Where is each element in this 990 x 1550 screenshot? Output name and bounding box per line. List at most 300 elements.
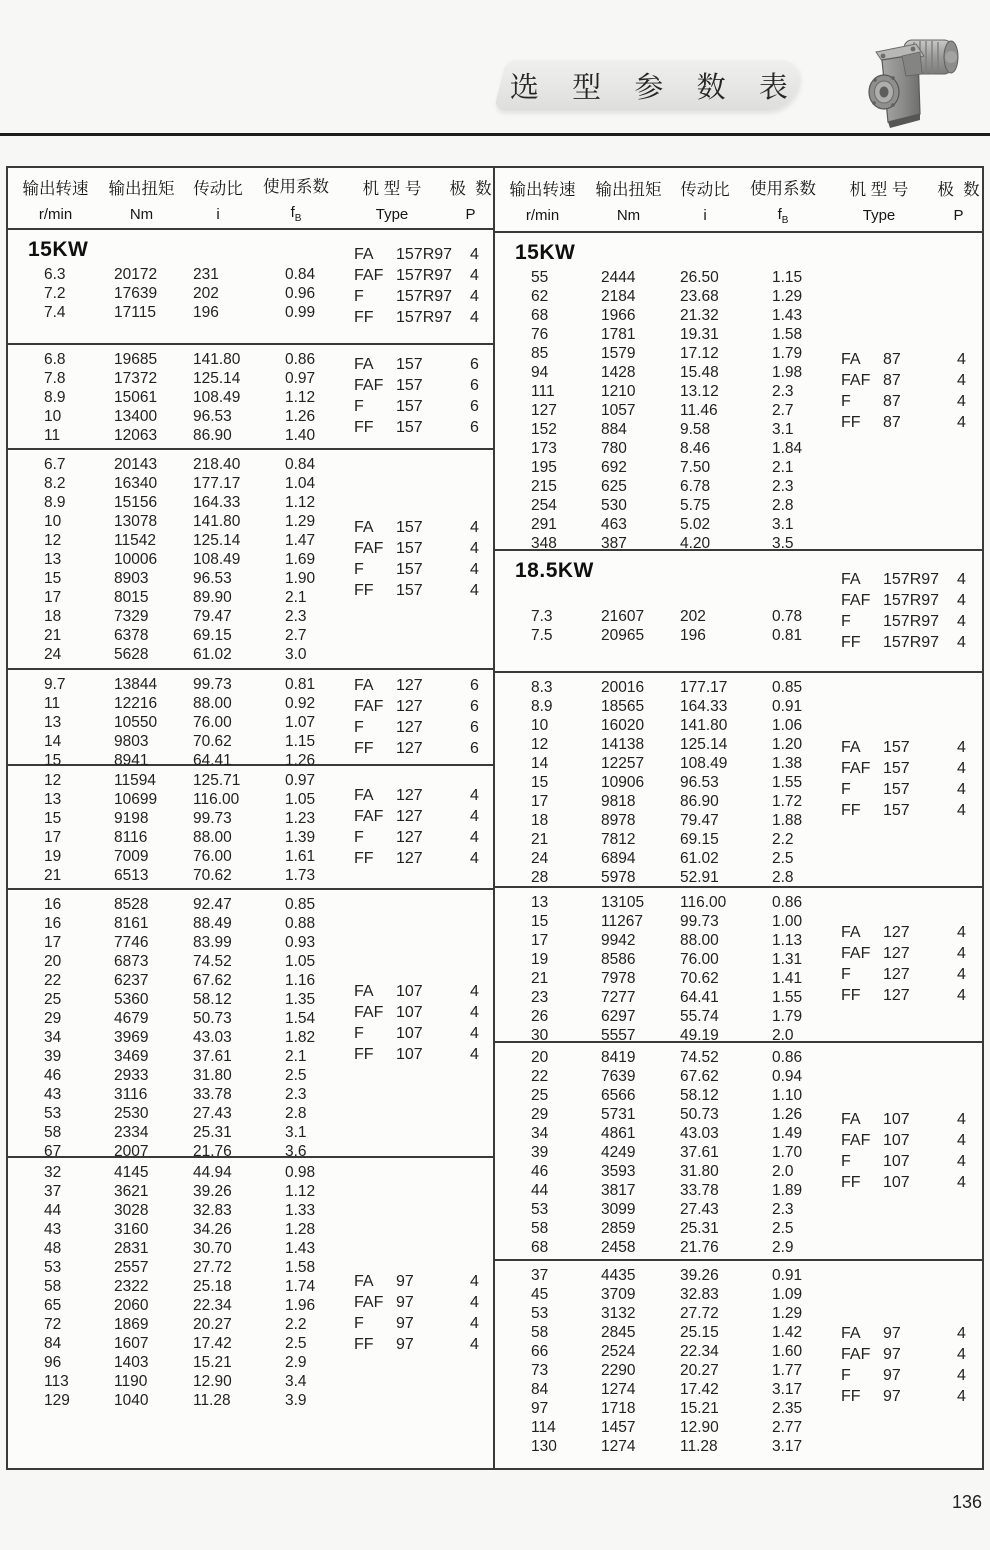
model-size: 157R97 bbox=[396, 309, 453, 327]
service-factor-value: 1.79 bbox=[772, 1007, 803, 1025]
model-size: 157 bbox=[396, 581, 423, 599]
pole-count: 6 bbox=[470, 739, 479, 757]
ratio-value: 96.53 bbox=[193, 569, 232, 587]
model-prefix: F bbox=[841, 966, 851, 984]
gearmotor-photo-icon bbox=[858, 30, 968, 132]
model-prefix: FF bbox=[841, 987, 861, 1005]
service-factor-value: 2.5 bbox=[285, 1335, 307, 1352]
model-size: 127 bbox=[396, 718, 423, 736]
output-torque-value: 7812 bbox=[601, 830, 636, 848]
table-column-right bbox=[495, 168, 982, 1468]
model-type-row bbox=[354, 580, 492, 601]
service-factor-value: 3.4 bbox=[285, 1373, 307, 1390]
ratio-value: 196 bbox=[680, 627, 706, 645]
output-torque-value: 2334 bbox=[114, 1124, 149, 1141]
model-type-list bbox=[354, 1271, 492, 1355]
output-torque-value: 2290 bbox=[601, 1362, 636, 1379]
ratio-value: 76.00 bbox=[680, 950, 719, 968]
model-prefix: FF bbox=[841, 802, 861, 820]
output-torque-value: 15156 bbox=[114, 493, 158, 511]
output-speed-value: 111 bbox=[531, 382, 555, 400]
ratio-value: 33.78 bbox=[193, 1086, 232, 1103]
power-block bbox=[8, 670, 493, 769]
model-size: 97 bbox=[883, 1366, 901, 1384]
table-row bbox=[531, 716, 982, 735]
service-factor-value: 1.28 bbox=[285, 1221, 316, 1238]
output-speed-value: 13 bbox=[44, 791, 62, 808]
output-speed-value: 53 bbox=[531, 1305, 549, 1322]
service-factor-value: 2.2 bbox=[772, 830, 794, 848]
ratio-value: 52.91 bbox=[680, 868, 719, 886]
pole-count: 4 bbox=[957, 1111, 966, 1128]
model-size: 157R97 bbox=[883, 612, 940, 630]
output-speed-value: 39 bbox=[531, 1144, 549, 1161]
output-torque-value: 6566 bbox=[601, 1087, 636, 1104]
column-header bbox=[336, 175, 448, 223]
service-factor-value: 2.5 bbox=[285, 1067, 307, 1084]
service-factor-value: 0.91 bbox=[772, 1267, 803, 1284]
service-factor-value: 1.05 bbox=[285, 791, 316, 808]
service-factor-value: 0.81 bbox=[772, 627, 803, 645]
output-speed-value: 8.2 bbox=[44, 474, 66, 492]
page-number: 136 bbox=[951, 1492, 982, 1512]
column-header-unit: $f_B$ bbox=[777, 205, 789, 226]
ratio-value: 8.46 bbox=[680, 439, 711, 457]
ratio-value: 108.49 bbox=[193, 550, 241, 568]
model-prefix: FA bbox=[841, 350, 861, 368]
column-header-label: 极 数 bbox=[449, 179, 492, 198]
service-factor-value: 1.05 bbox=[285, 953, 316, 970]
model-type-row bbox=[354, 517, 492, 538]
output-speed-value: 39 bbox=[44, 1048, 62, 1065]
model-prefix: F bbox=[354, 718, 364, 736]
pole-count: 4 bbox=[957, 591, 966, 609]
output-torque-value: 3160 bbox=[114, 1221, 149, 1238]
service-factor-value: 3.17 bbox=[772, 1438, 803, 1455]
output-torque-value: 19685 bbox=[114, 350, 158, 368]
column-header-unit: Type bbox=[862, 207, 896, 225]
output-speed-value: 23 bbox=[531, 988, 549, 1006]
service-factor-value: 0.86 bbox=[772, 1049, 803, 1066]
model-prefix: FF bbox=[354, 850, 374, 867]
model-type-row bbox=[354, 981, 492, 1002]
output-torque-value: 4435 bbox=[601, 1267, 636, 1284]
service-factor-value: 1.29 bbox=[285, 512, 316, 530]
ratio-value: 96.53 bbox=[680, 773, 719, 791]
output-torque-value: 4249 bbox=[601, 1144, 636, 1161]
table-row bbox=[531, 697, 982, 716]
ratio-value: 125.71 bbox=[193, 772, 241, 789]
model-size: 127 bbox=[883, 987, 910, 1005]
ratio-value: 20.27 bbox=[680, 1362, 719, 1379]
power-block bbox=[8, 890, 493, 1158]
output-torque-value: 10006 bbox=[114, 550, 158, 568]
table-row bbox=[531, 477, 982, 496]
output-torque-value: 2458 bbox=[601, 1239, 636, 1256]
ratio-value: 88.00 bbox=[193, 829, 232, 846]
output-torque-value: 1781 bbox=[601, 325, 636, 343]
pole-count: 4 bbox=[470, 309, 479, 327]
output-speed-value: 94 bbox=[531, 363, 549, 381]
model-prefix: FAF bbox=[841, 1345, 871, 1363]
service-factor-value: 1.47 bbox=[285, 531, 316, 549]
output-speed-value: 152 bbox=[531, 420, 557, 438]
model-type-list bbox=[354, 244, 492, 328]
model-prefix: FA bbox=[354, 1273, 374, 1290]
model-type-row bbox=[354, 417, 492, 438]
output-speed-value: 18 bbox=[531, 811, 549, 829]
service-factor-value: 2.35 bbox=[772, 1400, 803, 1417]
column-header bbox=[495, 176, 590, 224]
model-type-list bbox=[354, 354, 492, 438]
ratio-value: 25.31 bbox=[193, 1124, 232, 1141]
ratio-value: 22.34 bbox=[193, 1297, 232, 1314]
ratio-value: 58.12 bbox=[193, 991, 232, 1008]
ratio-value: 20.27 bbox=[193, 1316, 232, 1333]
pole-count: 4 bbox=[957, 1132, 966, 1149]
model-type-row bbox=[354, 785, 492, 806]
output-speed-value: 32 bbox=[44, 1164, 62, 1181]
ratio-value: 108.49 bbox=[193, 388, 241, 406]
model-size: 107 bbox=[883, 1132, 910, 1149]
power-block bbox=[8, 345, 493, 450]
model-type-row bbox=[354, 559, 492, 580]
model-prefix: FF bbox=[841, 1387, 861, 1405]
ratio-value: 15.48 bbox=[680, 363, 719, 381]
ratio-value: 74.52 bbox=[680, 1049, 719, 1066]
ratio-value: 99.73 bbox=[193, 810, 232, 827]
ratio-value: 32.83 bbox=[193, 1202, 232, 1219]
table-row bbox=[531, 1200, 982, 1219]
service-factor-value: 0.88 bbox=[285, 915, 316, 932]
ratio-value: 19.31 bbox=[680, 325, 719, 343]
model-type-row bbox=[354, 717, 492, 738]
output-speed-value: 62 bbox=[531, 287, 549, 305]
service-factor-value: 0.85 bbox=[772, 678, 803, 696]
pole-count: 4 bbox=[957, 781, 966, 799]
model-prefix: F bbox=[841, 1153, 851, 1170]
service-factor-value: 1.40 bbox=[285, 426, 316, 444]
model-prefix: F bbox=[841, 612, 851, 630]
ratio-value: 39.26 bbox=[680, 1267, 719, 1284]
output-torque-value: 3593 bbox=[601, 1163, 636, 1180]
output-torque-value: 2845 bbox=[601, 1324, 636, 1341]
model-size: 87 bbox=[883, 392, 901, 410]
output-speed-value: 20 bbox=[531, 1049, 549, 1066]
service-factor-value: 0.92 bbox=[285, 694, 316, 712]
model-type-row bbox=[354, 396, 492, 417]
model-size: 127 bbox=[883, 924, 910, 942]
service-factor-value: 0.86 bbox=[285, 350, 316, 368]
model-type-list bbox=[354, 785, 492, 869]
output-torque-value: 2933 bbox=[114, 1067, 149, 1084]
power-block bbox=[495, 888, 982, 1043]
output-speed-value: 7.3 bbox=[531, 608, 553, 626]
output-speed-value: 21 bbox=[531, 830, 549, 848]
model-prefix: FF bbox=[354, 309, 374, 327]
service-factor-value: 1.12 bbox=[285, 1183, 316, 1200]
output-torque-value: 9198 bbox=[114, 810, 149, 827]
output-speed-value: 20 bbox=[44, 953, 62, 970]
output-torque-value: 16020 bbox=[601, 716, 645, 734]
output-torque-value: 1040 bbox=[114, 1392, 149, 1409]
pole-count: 4 bbox=[470, 539, 479, 557]
model-type-row bbox=[354, 738, 492, 759]
model-size: 97 bbox=[883, 1324, 901, 1342]
output-speed-value: 85 bbox=[531, 344, 549, 362]
power-rating-heading: 15KW bbox=[28, 237, 89, 261]
service-factor-value: 1.20 bbox=[772, 735, 803, 753]
model-prefix: FA bbox=[354, 787, 374, 804]
service-factor-value: 0.94 bbox=[772, 1068, 803, 1085]
table-row bbox=[531, 1437, 982, 1456]
output-speed-value: 17 bbox=[531, 792, 549, 810]
pole-count: 4 bbox=[470, 1315, 479, 1332]
ratio-value: 25.15 bbox=[680, 1324, 719, 1341]
model-type-list bbox=[354, 981, 492, 1065]
output-speed-value: 16 bbox=[44, 915, 62, 932]
model-type-list bbox=[354, 675, 492, 759]
model-size: 97 bbox=[883, 1387, 901, 1405]
output-torque-value: 12063 bbox=[114, 426, 158, 444]
output-speed-value: 97 bbox=[531, 1400, 549, 1417]
model-size: 107 bbox=[396, 983, 423, 1000]
model-prefix: FF bbox=[841, 633, 861, 651]
pole-count: 4 bbox=[470, 1273, 479, 1290]
service-factor-value: 1.61 bbox=[285, 848, 316, 865]
selection-parameter-table bbox=[6, 166, 984, 1470]
ratio-value: 27.43 bbox=[680, 1201, 719, 1218]
output-torque-value: 5628 bbox=[114, 645, 149, 663]
service-factor-value: 1.39 bbox=[285, 829, 316, 846]
output-torque-value: 3028 bbox=[114, 1202, 149, 1219]
model-size: 97 bbox=[396, 1315, 414, 1332]
model-type-row bbox=[354, 354, 492, 375]
column-header-unit: i bbox=[216, 205, 220, 223]
output-torque-value: 8161 bbox=[114, 915, 149, 932]
output-torque-value: 6378 bbox=[114, 626, 149, 644]
ratio-value: 58.12 bbox=[680, 1087, 719, 1104]
ratio-value: 55.74 bbox=[680, 1007, 719, 1025]
column-header bbox=[935, 176, 982, 224]
pole-count: 4 bbox=[470, 1046, 479, 1063]
table-row bbox=[531, 268, 982, 287]
output-speed-value: 129 bbox=[44, 1392, 70, 1409]
service-factor-value: 1.58 bbox=[285, 1259, 316, 1276]
service-factor-value: 1.84 bbox=[772, 439, 803, 457]
service-factor-value: 2.1 bbox=[285, 1048, 307, 1065]
output-torque-value: 3621 bbox=[114, 1183, 149, 1200]
service-factor-value: 1.35 bbox=[285, 991, 316, 1008]
output-torque-value: 1210 bbox=[601, 382, 636, 400]
output-speed-value: 76 bbox=[531, 325, 549, 343]
column-header bbox=[8, 175, 103, 223]
service-factor-value: 1.69 bbox=[285, 550, 316, 568]
ratio-value: 37.61 bbox=[193, 1048, 232, 1065]
column-header bbox=[103, 175, 180, 223]
column-header-label: 使用系数 bbox=[263, 178, 329, 197]
output-speed-value: 30 bbox=[531, 1026, 549, 1044]
model-type-row bbox=[841, 800, 979, 821]
table-row bbox=[531, 678, 982, 697]
model-prefix: FA bbox=[841, 739, 861, 757]
power-block bbox=[8, 766, 493, 890]
model-type-row bbox=[841, 985, 979, 1006]
service-factor-value: 1.98 bbox=[772, 363, 803, 381]
output-torque-value: 18565 bbox=[601, 697, 645, 715]
service-factor-value: 1.00 bbox=[772, 912, 803, 930]
model-type-row bbox=[354, 1313, 492, 1334]
ratio-value: 37.61 bbox=[680, 1144, 719, 1161]
output-torque-value: 1457 bbox=[601, 1419, 636, 1436]
output-speed-value: 18 bbox=[44, 607, 62, 625]
output-torque-value: 7978 bbox=[601, 969, 636, 987]
output-speed-value: 7.5 bbox=[531, 627, 553, 645]
table-row bbox=[531, 849, 982, 868]
model-prefix: FA bbox=[354, 983, 374, 1000]
output-torque-value: 1869 bbox=[114, 1316, 149, 1333]
service-factor-value: 0.81 bbox=[285, 675, 316, 693]
service-factor-value: 1.12 bbox=[285, 493, 316, 511]
model-type-row bbox=[354, 1271, 492, 1292]
model-size: 157R97 bbox=[396, 267, 453, 285]
model-size: 157 bbox=[396, 539, 423, 557]
model-size: 157 bbox=[396, 377, 423, 395]
pole-count: 6 bbox=[470, 718, 479, 736]
output-torque-value: 13078 bbox=[114, 512, 158, 530]
model-prefix: F bbox=[841, 1366, 851, 1384]
pole-count: 6 bbox=[470, 676, 479, 694]
output-speed-value: 65 bbox=[44, 1297, 62, 1314]
ratio-value: 49.19 bbox=[680, 1026, 719, 1044]
ratio-value: 83.99 bbox=[193, 934, 232, 951]
output-torque-value: 20016 bbox=[601, 678, 645, 696]
model-size: 157 bbox=[396, 356, 423, 374]
pole-count: 4 bbox=[957, 1366, 966, 1384]
ratio-value: 79.47 bbox=[680, 811, 719, 829]
power-rating-heading: 15KW bbox=[515, 240, 576, 264]
table-row bbox=[44, 474, 493, 493]
output-torque-value: 7639 bbox=[601, 1068, 636, 1085]
table-row bbox=[531, 1048, 982, 1067]
output-speed-value: 29 bbox=[531, 1106, 549, 1123]
service-factor-value: 0.99 bbox=[285, 303, 316, 321]
model-type-row bbox=[841, 590, 979, 611]
table-row bbox=[531, 515, 982, 534]
table-row bbox=[531, 1304, 982, 1323]
output-speed-value: 68 bbox=[531, 1239, 549, 1256]
service-factor-value: 1.12 bbox=[285, 388, 316, 406]
ratio-value: 9.58 bbox=[680, 420, 711, 438]
output-speed-value: 46 bbox=[44, 1067, 62, 1084]
service-factor-value: 1.09 bbox=[772, 1286, 803, 1303]
model-size: 157 bbox=[883, 739, 910, 757]
column-header-label: 输出转速 bbox=[509, 181, 576, 200]
column-header-unit: Nm bbox=[129, 205, 154, 223]
output-torque-value: 692 bbox=[601, 458, 627, 476]
pole-count: 4 bbox=[957, 1153, 966, 1170]
column-header-label: 使用系数 bbox=[750, 179, 816, 198]
output-torque-value: 10550 bbox=[114, 713, 158, 731]
output-speed-value: 28 bbox=[531, 868, 549, 886]
model-size: 97 bbox=[396, 1294, 414, 1311]
model-prefix: FAF bbox=[354, 1004, 384, 1021]
output-torque-value: 11594 bbox=[114, 772, 156, 789]
output-torque-value: 1190 bbox=[114, 1373, 148, 1390]
power-block bbox=[495, 551, 982, 673]
model-type-row bbox=[354, 696, 492, 717]
ratio-value: 5.75 bbox=[680, 496, 711, 514]
output-torque-value: 13105 bbox=[601, 893, 645, 911]
pole-count: 6 bbox=[470, 697, 479, 715]
ratio-value: 11.28 bbox=[193, 1392, 231, 1409]
service-factor-value: 0.93 bbox=[285, 934, 316, 951]
output-torque-value: 5731 bbox=[601, 1106, 636, 1123]
output-torque-value: 8941 bbox=[114, 751, 149, 769]
model-type-list bbox=[841, 922, 979, 1006]
output-speed-value: 215 bbox=[531, 477, 557, 495]
ratio-value: 61.02 bbox=[680, 849, 719, 867]
output-speed-value: 9.7 bbox=[44, 675, 66, 693]
output-speed-value: 10 bbox=[531, 716, 549, 734]
service-factor-value: 1.29 bbox=[772, 1305, 803, 1322]
table-row bbox=[44, 1353, 493, 1372]
service-factor-value: 2.5 bbox=[772, 849, 794, 867]
ratio-value: 88.00 bbox=[193, 694, 232, 712]
model-prefix: FA bbox=[841, 570, 861, 588]
service-factor-value: 1.33 bbox=[285, 1202, 316, 1219]
output-speed-value: 127 bbox=[531, 401, 557, 419]
pole-count: 4 bbox=[957, 1345, 966, 1363]
output-torque-value: 5557 bbox=[601, 1026, 636, 1044]
output-speed-value: 34 bbox=[531, 1125, 549, 1142]
ratio-value: 12.90 bbox=[193, 1373, 232, 1390]
pole-count: 4 bbox=[957, 392, 966, 410]
model-type-list bbox=[841, 1109, 979, 1193]
pole-count: 4 bbox=[957, 924, 966, 942]
model-type-row bbox=[354, 1334, 492, 1355]
model-prefix: FA bbox=[354, 356, 374, 374]
service-factor-value: 0.96 bbox=[285, 284, 316, 302]
model-prefix: FA bbox=[841, 1324, 861, 1342]
output-torque-value: 8015 bbox=[114, 588, 149, 606]
output-speed-value: 114 bbox=[531, 1419, 556, 1436]
output-speed-value: 53 bbox=[531, 1201, 549, 1218]
table-row bbox=[44, 607, 493, 626]
model-size: 157 bbox=[396, 518, 423, 536]
output-speed-value: 7.4 bbox=[44, 303, 66, 321]
service-factor-value: 1.26 bbox=[285, 407, 316, 425]
ratio-value: 50.73 bbox=[193, 1010, 232, 1027]
pole-count: 4 bbox=[957, 802, 966, 820]
table-row bbox=[44, 1123, 493, 1142]
service-factor-value: 2.3 bbox=[772, 477, 794, 495]
output-torque-value: 13400 bbox=[114, 407, 158, 425]
ratio-value: 92.47 bbox=[193, 896, 232, 913]
output-torque-value: 780 bbox=[601, 439, 627, 457]
service-factor-value: 2.0 bbox=[772, 1026, 794, 1044]
output-torque-value: 884 bbox=[601, 420, 627, 438]
model-type-row bbox=[354, 538, 492, 559]
service-factor-value: 1.88 bbox=[772, 811, 803, 829]
output-torque-value: 15061 bbox=[114, 388, 158, 406]
ratio-value: 13.12 bbox=[680, 382, 719, 400]
output-speed-value: 113 bbox=[44, 1373, 69, 1390]
model-type-row bbox=[841, 758, 979, 779]
ratio-value: 17.12 bbox=[680, 344, 719, 362]
model-size: 127 bbox=[396, 787, 423, 804]
model-size: 107 bbox=[883, 1174, 910, 1191]
